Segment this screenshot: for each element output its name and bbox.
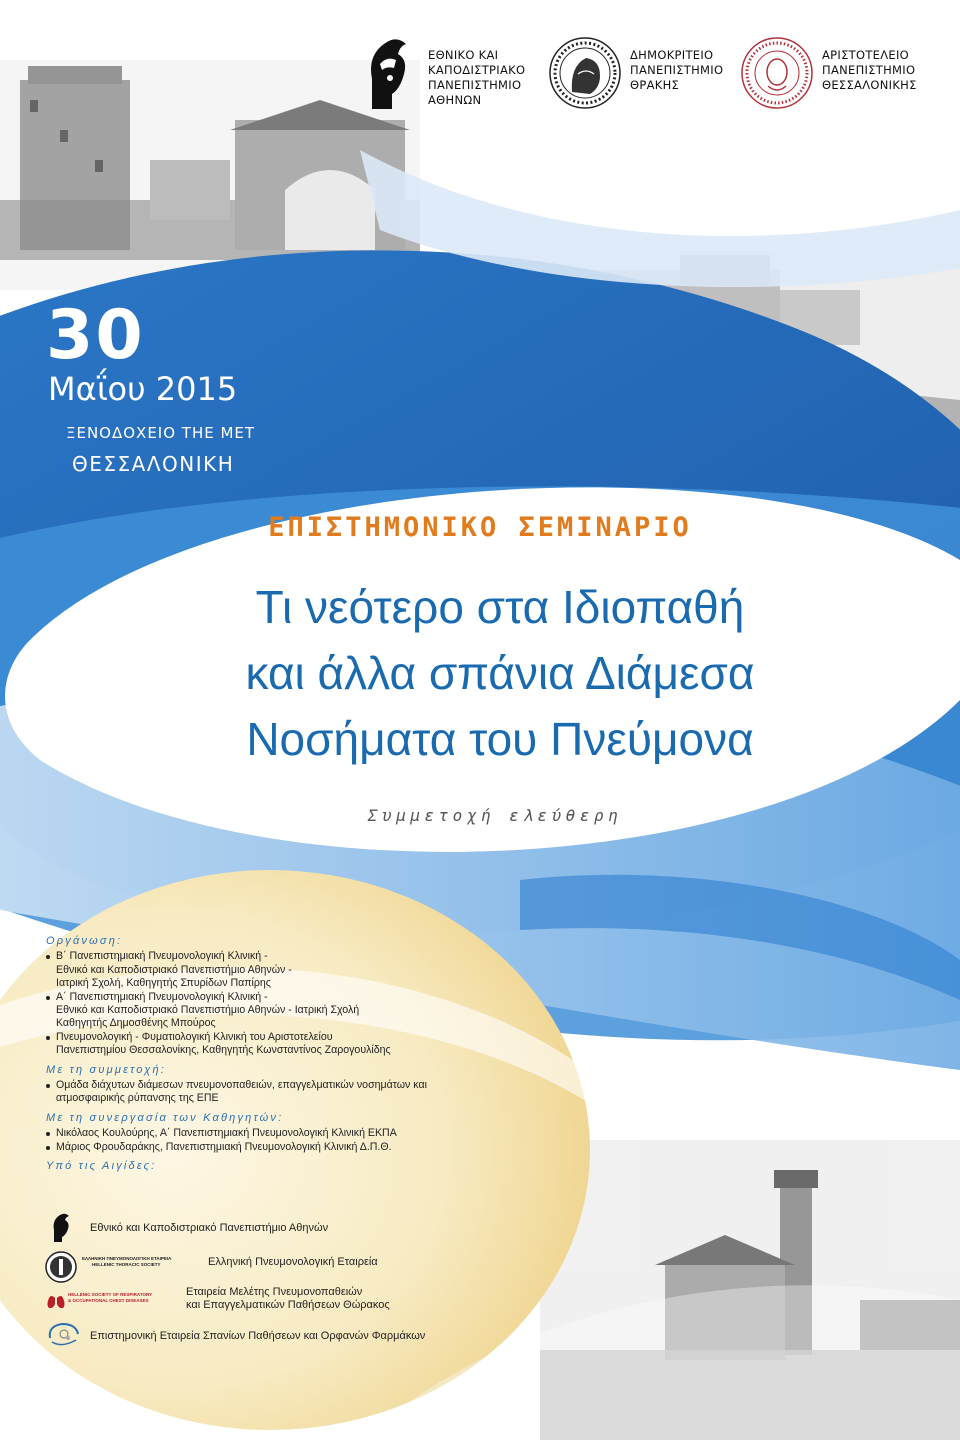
title-line: Νοσήματα του Πνεύμονα: [246, 713, 754, 765]
bullet: [46, 955, 50, 959]
seminar-type: ΕΠΙΣΤΗΜΟΝΙΚΟ ΣΕΜΙΝΑΡΙΟ: [268, 512, 692, 543]
bullet: [46, 1146, 50, 1150]
logo-text-line: HELLENIC THORACIC SOCIETY: [92, 1261, 161, 1267]
sponsor-line: Επιστημονική Εταιρεία Σπανίων Παθήσεων και Ορφανών Φαρμάκων: [90, 1330, 426, 1342]
list-item: [46, 1031, 526, 1058]
participation-note: Συμμετοχή ελεύθερη: [367, 806, 623, 825]
collaboration-heading: Με τη συνεργασία των Καθηγητών:: [46, 1111, 284, 1124]
university-name-uoa: [428, 48, 525, 108]
list-item-line: Β΄ Πανεπιστημιακή Πνευμονολογική Κλινική -: [56, 950, 268, 963]
list-item: [46, 950, 526, 990]
aristotle-seal-logo: [740, 36, 814, 110]
event-day: 30: [46, 296, 145, 375]
democritus-seal-logo: [548, 36, 622, 110]
list-item-line: Α΄ Πανεπιστημιακή Πνευμονολογική Κλινική -: [56, 990, 268, 1003]
bullet: [46, 996, 50, 1000]
participation-heading: Με τη συμμετοχή:: [46, 1063, 167, 1076]
sponsor-line: Εταιρεία Μελέτης Πνευμονοπαθειών: [186, 1286, 363, 1298]
university-name-duth: [630, 48, 723, 93]
title-line: και άλλα σπάνια Διάμεσα: [245, 647, 755, 699]
university-name-line: ΠΑΝΕΠΙΣΤΗΜΙΟ: [428, 78, 522, 92]
university-name-line: ΕΘΝΙΚΟ ΚΑΙ: [428, 48, 499, 62]
bullet: [46, 1036, 50, 1040]
university-name-line: ΑΡΙΣΤΟΤΕΛΕΙΟ: [822, 48, 910, 62]
university-name-line: ΘΡΑΚΗΣ: [630, 78, 680, 92]
logo-text-line: HELLENIC SOCIETY OF RESPIRATORY: [68, 1292, 153, 1297]
logo-text-line: ΕΛΛΗΝΙΚΗ ΠΝΕΥΜΟΝΟΛΟΓΙΚΗ ΕΤΑΙΡΕΙΑ: [82, 1256, 172, 1261]
organization-heading: Οργάνωση:: [46, 935, 123, 947]
event-hotel: ΞΕΝΟΔΟΧΕΙΟ ΤΗΕ ΜΕΤ: [66, 424, 256, 442]
athena-helmet-icon: [50, 1212, 74, 1244]
list-item-line: ατμοσφαιρικής ρύπανσης της ΕΠΕ: [56, 1092, 219, 1105]
university-name-line: ΘΕΣΣΑΛΟΝΙΚΗΣ: [822, 78, 917, 92]
sponsor-line: και Επαγγελματικών Παθήσεων Θώρακος: [186, 1299, 390, 1311]
sponsor-rare-diseases: [90, 1330, 425, 1343]
list-item-line: Πανεπιστημίου Θεσσαλονίκης, Καθηγητής Κωνσταντίνος Ζαρογουλίδης: [56, 1044, 391, 1057]
list-item: [46, 1079, 526, 1106]
logo-text-line: & OCCUPATIONAL CHEST DISEASES: [68, 1297, 149, 1303]
list-item: [46, 1141, 526, 1154]
sponsor-line: Ελληνική Πνευμονολογική Εταιρεία: [208, 1256, 378, 1268]
university-name-line: ΔΗΜΟΚΡΙΤΕΙΟ: [630, 48, 714, 62]
university-name-line: ΚΑΠΟΔΙΣΤΡΙΑΚΟ: [428, 63, 526, 77]
respiratory-society-logo-text: [68, 1292, 152, 1303]
sponsor-thoracic-society: [208, 1256, 378, 1269]
thoracic-society-logo-text: [82, 1256, 171, 1267]
event-month-year: Μαΐου 2015: [48, 370, 238, 408]
athena-helmet-logo: [362, 34, 412, 114]
list-item-line: Εθνικό και Καποδιστριακό Πανεπιστήμιο Αθηνών - Ιατρική Σχολή: [56, 1004, 360, 1017]
sponsor-uoa: [90, 1222, 328, 1235]
rare-diseases-icon: [46, 1320, 82, 1350]
title-line: Τι νεότερο στα Ιδιοπαθή: [255, 581, 745, 633]
list-item: [46, 991, 526, 1031]
list-item-line: Ομάδα διάχυτων διάμεσων πνευμονοπαθειών, επαγγελματικών νοσημάτων και: [56, 1079, 427, 1092]
auspices-heading: Υπό τις Αιγίδες:: [46, 1160, 157, 1173]
thoracic-society-icon: [44, 1250, 78, 1284]
list-item-line: Εθνικό και Καποδιστριακό Πανεπιστήμιο Αθηνών -: [56, 963, 292, 976]
list-item-line: Νικόλαος Κουλούρης, Α΄ Πανεπιστημιακή Πνευμονολογική Κλινική ΕΚΠΑ: [56, 1127, 397, 1140]
list-item-line: Πνευμονολογική - Φυματιολογική Κλινική του Αριστοτελείου: [56, 1030, 333, 1043]
list-item-line: Μάριος Φρουδαράκης, Πανεπιστημιακή Πνευμονολογική Κλινική Δ.Π.Θ.: [56, 1140, 392, 1153]
university-name-line: ΑΘΗΝΩΝ: [428, 93, 482, 107]
university-name-auth: [822, 48, 917, 93]
university-name-line: ΠΑΝΕΠΙΣΤΗΜΙΟ: [822, 63, 916, 77]
event-city: ΘΕΣΣΑΛΟΝΙΚΗ: [72, 452, 235, 476]
info-block: [46, 935, 526, 1176]
sponsor-respiratory-society: [186, 1286, 390, 1312]
list-item-line: Καθηγητής Δημοσθένης Μπούρος: [56, 1017, 216, 1030]
university-name-line: ΠΑΝΕΠΙΣΤΗΜΙΟ: [630, 63, 724, 77]
list-item: [46, 1127, 526, 1140]
sponsor-line: Εθνικό και Καποδιστριακό Πανεπιστήμιο Αθηνών: [90, 1222, 329, 1234]
bullet: [46, 1132, 50, 1136]
lung-icon: [46, 1290, 66, 1310]
bullet: [46, 1084, 50, 1088]
list-item-line: Ιατρική Σχολή, Καθηγητής Σπυρίδων Παπίρης: [56, 977, 271, 990]
